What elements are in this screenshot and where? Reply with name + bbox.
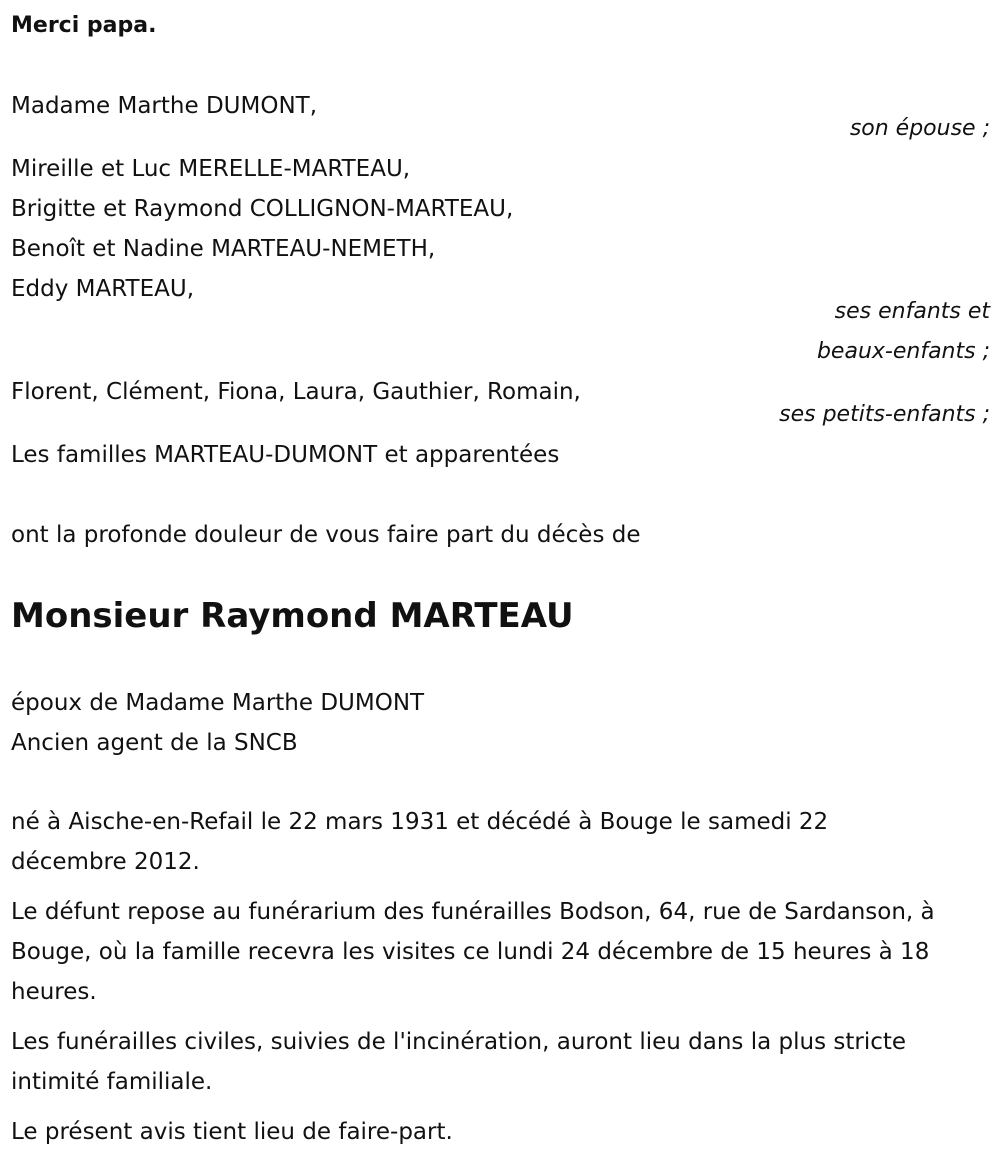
spouse-name: Madame Marthe DUMONT, (11, 93, 318, 119)
child-name: Brigitte et Raymond COLLIGNON-MARTEAU, (11, 196, 514, 222)
viewing-paragraph: Le défunt repose au funérarium des funérailles Bodson, 64, rue de Sardanson, à Bouge, où la famille recevra les visites ce lundi 24 décembre de 15 heures à 18 heures. (11, 899, 935, 1005)
child-name: Eddy MARTEAU, (11, 276, 195, 302)
children-role-line-1: ses enfants et (834, 299, 990, 324)
grandchildren-names: Florent, Clément, Fiona, Laura, Gauthier, Romain, (11, 379, 581, 405)
announcement: ont la profonde douleur de vous faire part du décès de (11, 522, 641, 548)
occupation: Ancien agent de la SNCB (11, 730, 298, 756)
heading: Merci papa. (11, 13, 157, 38)
child-name: Benoît et Nadine MARTEAU-NEMETH, (11, 236, 436, 262)
child-name: Mireille et Luc MERELLE-MARTEAU, (11, 156, 411, 182)
families-line: Les familles MARTEAU-DUMONT et apparentées (11, 442, 560, 468)
children-role-line-2: beaux-enfants ; (816, 339, 990, 364)
spouse-of: époux de Madame Marthe DUMONT (11, 690, 425, 716)
notice-paragraph: Le présent avis tient lieu de faire-part. (11, 1119, 453, 1145)
birth-death-paragraph: né à Aische-en-Refail le 22 mars 1931 et décédé à Bouge le samedi 22 décembre 2012. (11, 809, 829, 875)
deceased-name: Monsieur Raymond MARTEAU (11, 596, 574, 636)
grandchildren-role: ses petits-enfants ; (779, 402, 990, 427)
spouse-role: son épouse ; (849, 116, 990, 141)
funeral-paragraph: Les funérailles civiles, suivies de l'incinération, auront lieu dans la plus stricte intimité familiale. (11, 1029, 907, 1095)
